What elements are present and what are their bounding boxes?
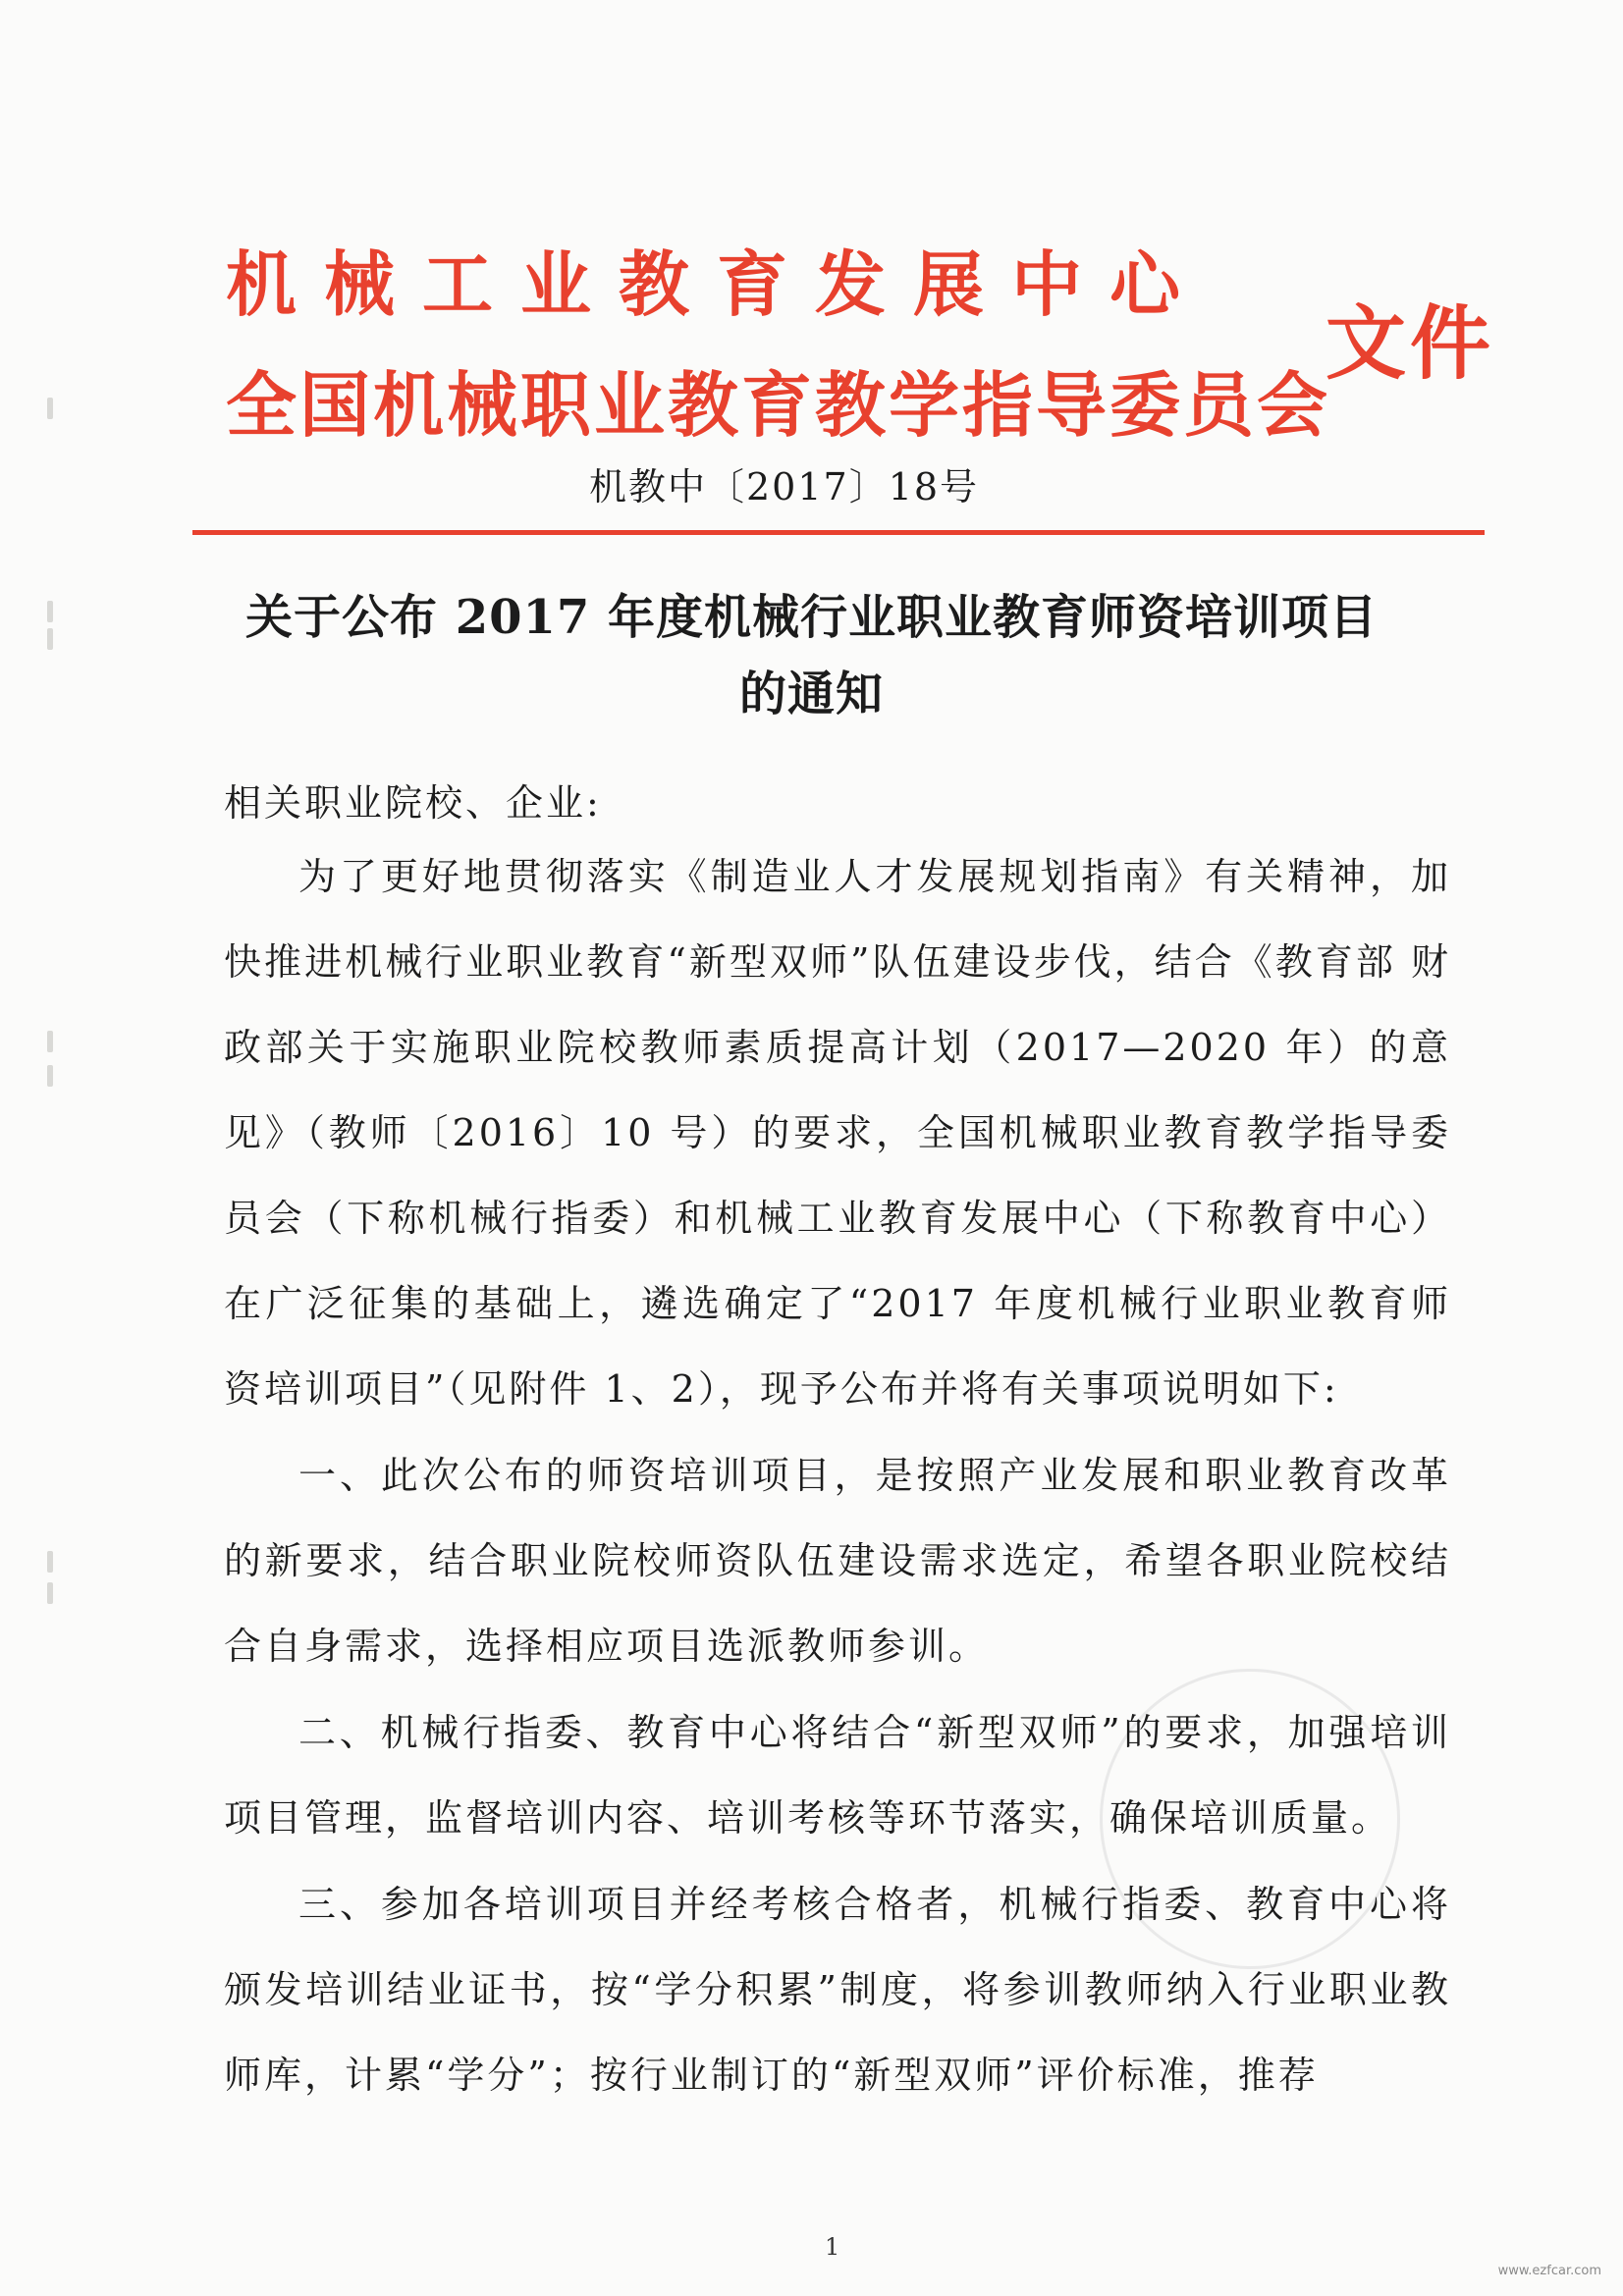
document-mark: 文件 bbox=[1325, 297, 1495, 391]
issuing-org-line-1: 机械工业教育发展中心 bbox=[226, 243, 1209, 326]
document-number: 机教中〔2017〕18号 bbox=[589, 465, 980, 508]
binding-hole bbox=[47, 1031, 53, 1052]
paragraph-item-3: 三、参加各培训项目并经考核合格者，机械行指委、教育中心将颁发培训结业证书，按“学分积累”制度，将参训教师纳入行业职业教师库，计累“学分”；按行业制订的“新型双师”评价标准，推荐 bbox=[224, 1883, 1451, 2097]
site-watermark: www.ezfcar.com bbox=[1497, 2264, 1601, 2278]
notice-title-line-2: 的通知 bbox=[738, 667, 884, 721]
binding-hole bbox=[47, 1551, 53, 1573]
paragraph-item-2: 二、机械行指委、教育中心将结合“新型双师”的要求，加强培训项目管理，监督培训内容、培训考核等环节落实，确保培训质量。 bbox=[224, 1711, 1451, 1840]
issuing-org-line-2: 全国机械职业教育教学指导委员会 bbox=[226, 364, 1331, 447]
notice-title-line-1: 关于公布 2017 年度机械行业职业教育师资培训项目 bbox=[244, 590, 1379, 645]
page-number: 1 bbox=[825, 2233, 840, 2261]
paragraph-intro: 为了更好地贯彻落实《制造业人才发展规划指南》有关精神，加快推进机械行业职业教育“新型双师”队伍建设步伐，结合《教育部 财政部关于实施职业院校教师素质提高计划（2017—2020 年）的意见》（教师〔2016〕10 号）的要求，全国机械职业教育教学指导委员会（下称机械行指委）和机械工业教育发展中心（下称教育中心）在广泛征集的基础上，遴选确定了“2017 年度机械行业职业教育师资培训项目”（见附件 1、2），现予公布并将有关事项说明如下: bbox=[224, 855, 1451, 1411]
binding-hole bbox=[47, 1582, 53, 1604]
header-divider bbox=[192, 530, 1485, 535]
paragraph-item-1: 一、此次公布的师资培训项目，是按照产业发展和职业教育改革的新要求，结合职业院校师资队伍建设需求选定，希望各职业院校结合自身需求，选择相应项目选派教师参训。 bbox=[224, 1454, 1451, 1668]
binding-hole bbox=[47, 398, 53, 419]
binding-hole bbox=[47, 1065, 53, 1087]
salutation: 相关职业院校、企业: bbox=[224, 781, 602, 825]
